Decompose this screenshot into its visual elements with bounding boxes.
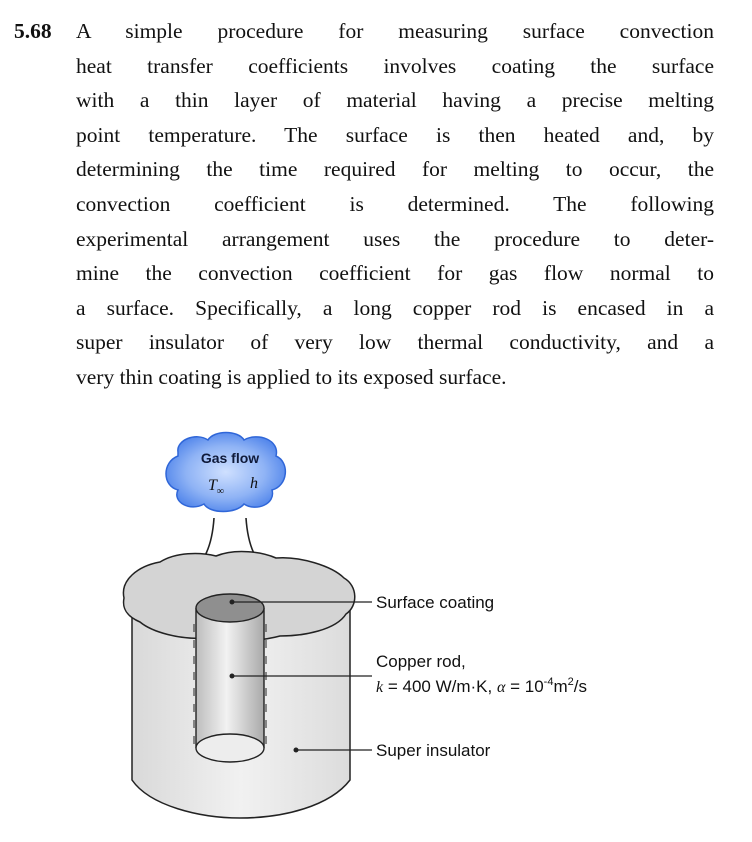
problem-number: 5.68 — [14, 19, 52, 43]
problem-line-4: point temperature. The surface is then heated and, by — [76, 122, 714, 147]
problem-line-6: convection coefficient is determined. The following — [76, 191, 714, 216]
surface-coating — [196, 594, 264, 622]
label-surface-coating: Surface coating — [376, 593, 495, 612]
label-rod-properties: k = 400 W/m·K, $\alpha = 10^{-4}m^2/s$ — [376, 676, 587, 696]
problem-line-7: experimental arrangement uses the procedure to deter- — [76, 226, 714, 251]
problem-line-11: very thin coating is applied to its exposed surface. — [76, 364, 507, 389]
problem-line-3: with a thin layer of material having a precise melting — [76, 88, 714, 113]
copper-rod — [194, 594, 266, 762]
problem-line-2: heat transfer coefficients involves coating the surface — [76, 53, 714, 78]
problem-line-9: a surface. Specifically, a long copper rod is encased in a — [76, 295, 714, 320]
gas-temperature-symbol: $T_\infty$ — [208, 477, 225, 497]
problem-line-10: super insulator of very low thermal conductivity, and a — [76, 330, 714, 355]
label-super-insulator: Super insulator — [376, 741, 491, 760]
gas-flow-label: Gas flow — [200, 450, 260, 466]
problem-line-1: 5.68 A simple procedure for measuring surface convection — [14, 14, 714, 49]
problem-line-5: determining the time required for melting to occur, the — [76, 157, 714, 182]
gas-h-symbol: h — [250, 475, 258, 492]
gas-flow-cloud — [166, 433, 285, 512]
problem-line-8: mine the convection coefficient for gas flow normal to — [76, 261, 714, 286]
label-copper-rod: Copper rod, — [376, 652, 466, 671]
